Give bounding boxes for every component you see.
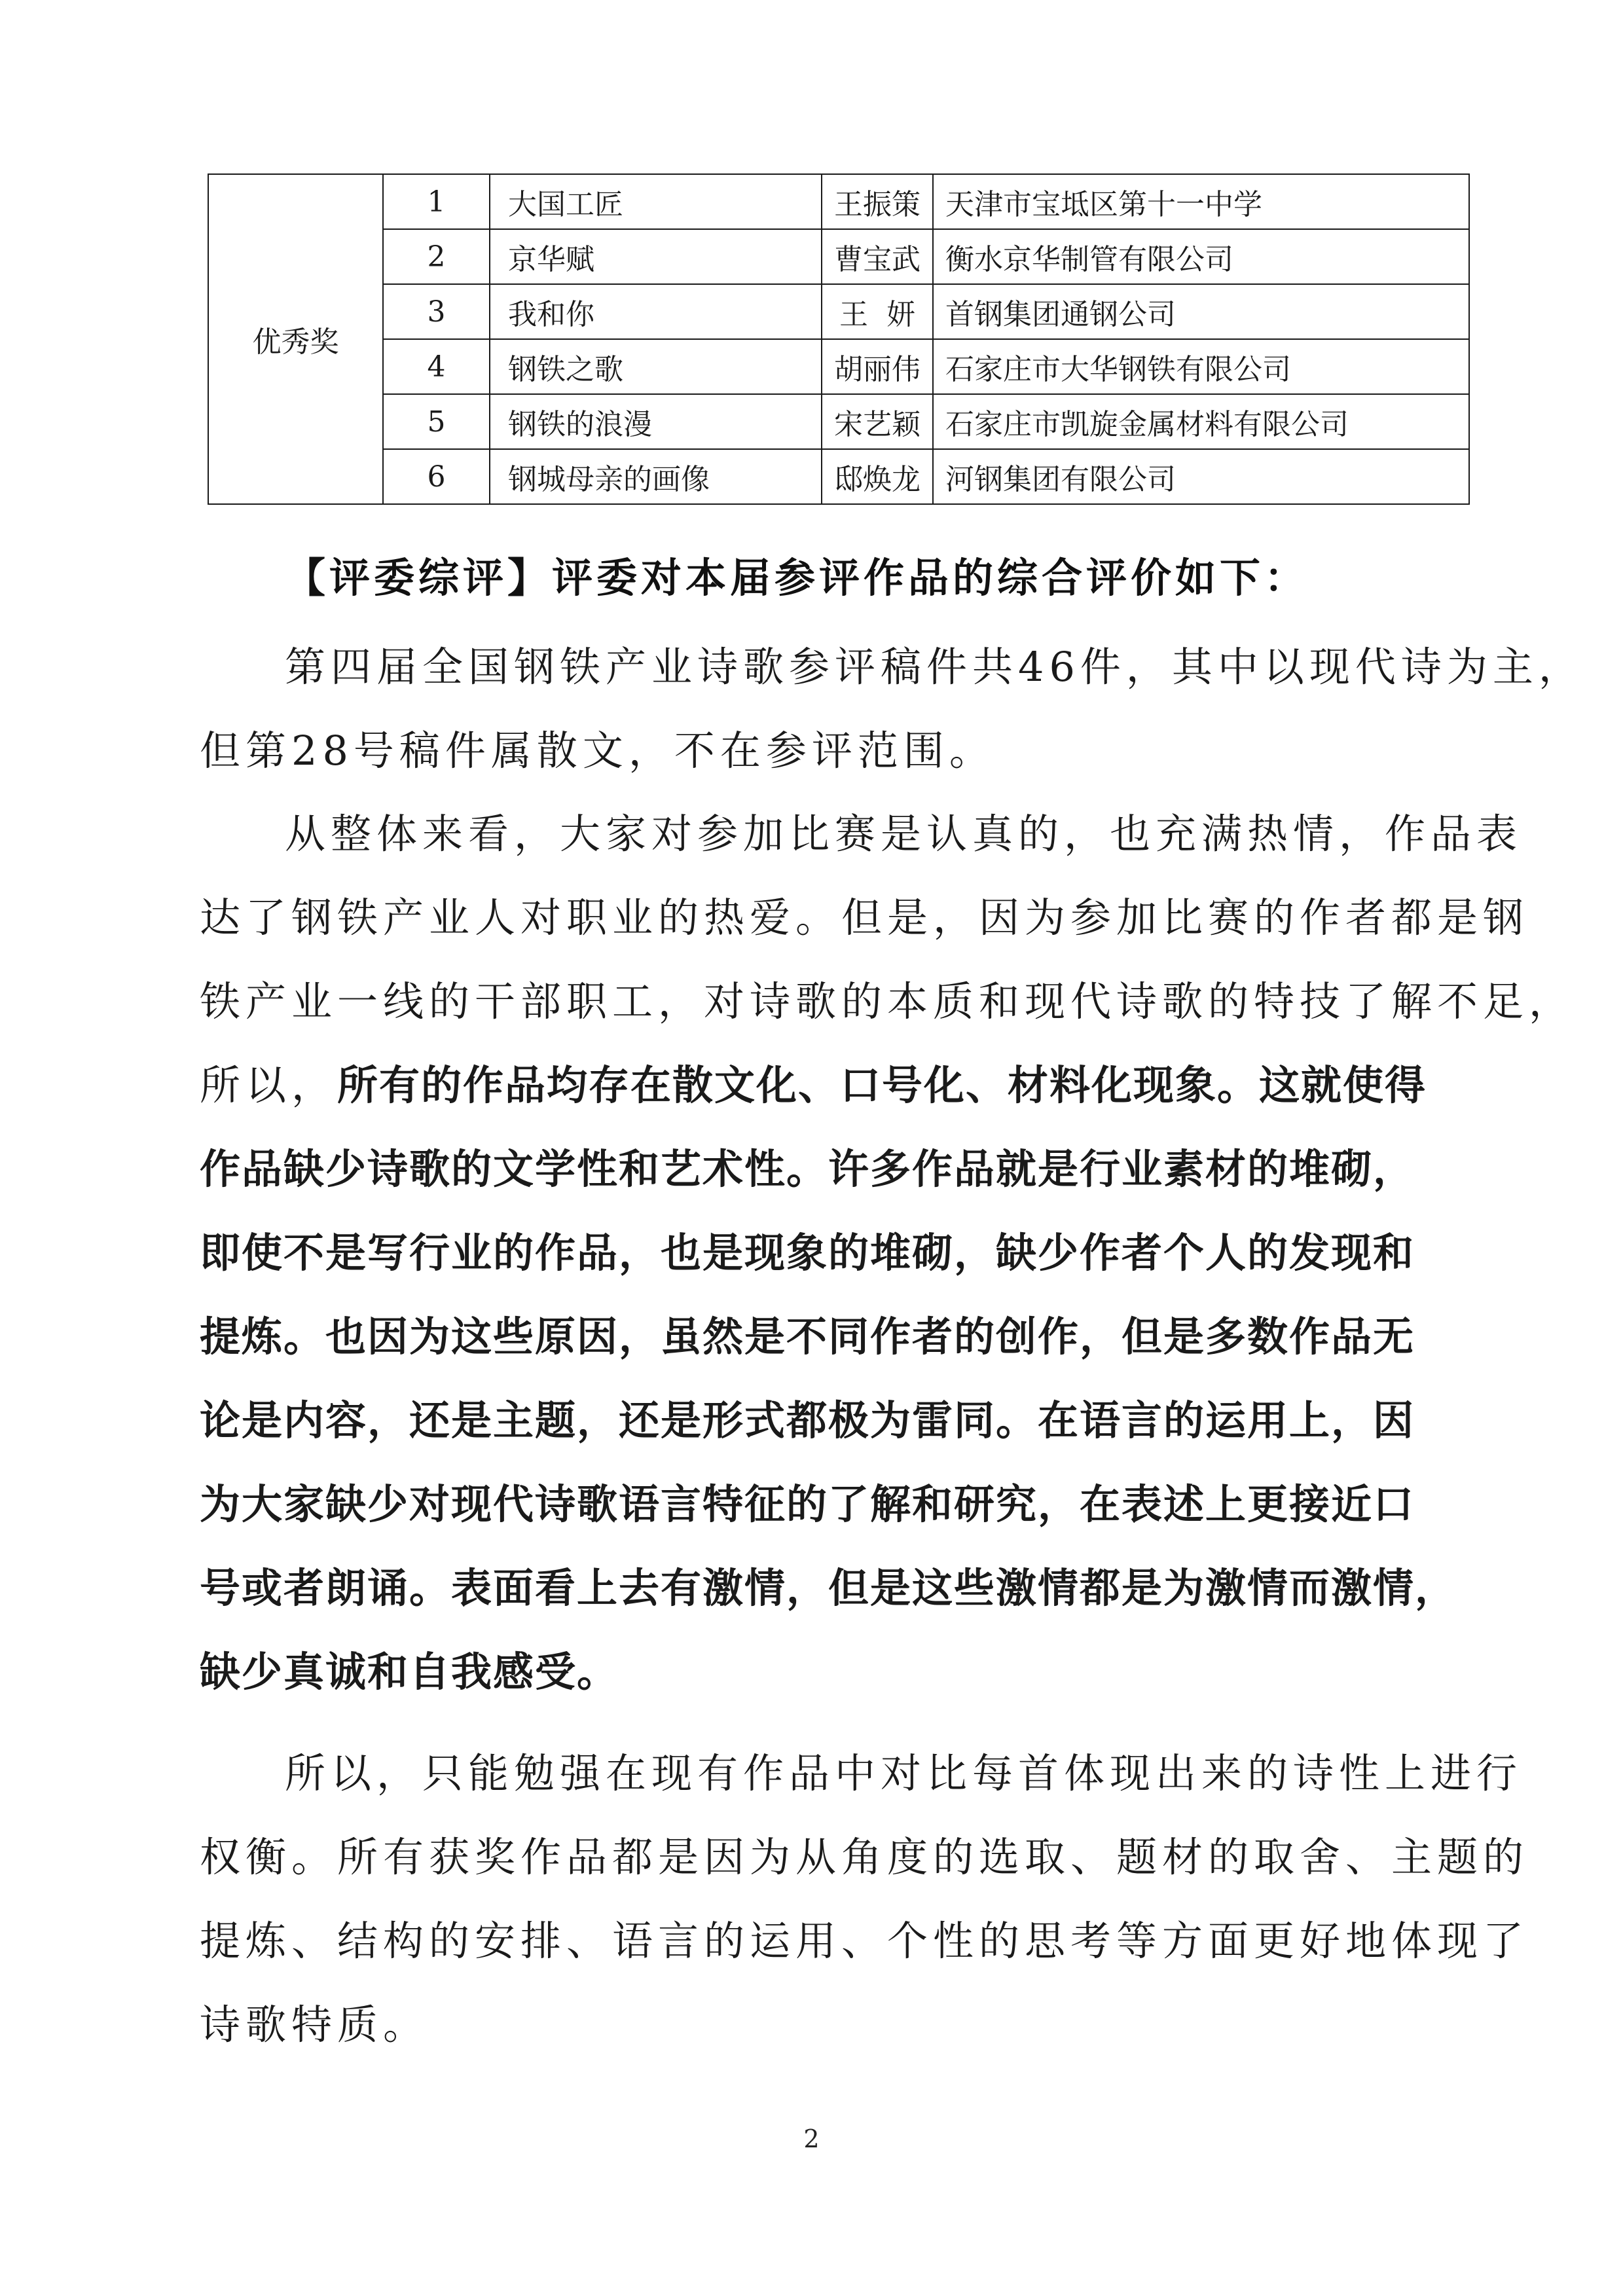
entry-title: 钢城母亲的画像 [490,449,822,504]
emphasized-line: 即使不是写行业的作品，也是现象的堆砌，缺少作者个人的发现和 [200,1229,1415,1277]
emphasized-line: 号或者朗诵。表面看上去有激情，但是这些激情都是为激情而激情， [200,1564,1457,1612]
entry-number: 6 [383,449,490,504]
emphasized-line: 提炼。也因为这些原因，虽然是不同作者的创作，但是多数作品无 [200,1313,1415,1360]
entry-title: 钢铁之歌 [490,339,822,394]
table-row [208,229,1469,284]
emphasized-line: 为大家缺少对现代诗歌语言特征的了解和研究，在表述上更接近口 [200,1480,1415,1528]
entry-number: 1 [383,174,490,229]
entry-organization: 天津市宝坻区第十一中学 [933,174,1469,229]
entry-title: 我和你 [490,284,822,339]
paragraph-line: 从整体来看，大家对参加比赛是认真的，也充满热情，作品表 [285,810,1523,858]
entry-organization: 河钢集团有限公司 [933,449,1469,504]
paragraph-line: 第四届全国钢铁产业诗歌参评稿件共46件，其中以现代诗为主， [285,643,1584,691]
award-table [208,173,1470,505]
review-paragraph-1 [200,625,1584,793]
entry-organization: 衡水京华制管有限公司 [933,229,1469,284]
entry-organization: 石家庄市凯旋金属材料有限公司 [933,394,1469,449]
entry-organization: 首钢集团通钢公司 [933,284,1469,339]
entry-number: 4 [383,339,490,394]
entry-author: 王 妍 [822,284,933,339]
review-paragraph-3 [200,1732,1529,2067]
emphasized-line: 论是内容，还是主题，还是形式都极为雷同。在语言的运用上，因 [200,1396,1415,1444]
paragraph-line: 权衡。所有获奖作品都是因为从角度的选取、题材的取舍、主题的 [200,1833,1529,1881]
entry-number: 3 [383,284,490,339]
paragraph-line: 但第28号稿件属散文，不在参评范围。 [200,727,995,774]
entry-title: 钢铁的浪漫 [490,394,822,449]
table-row [208,394,1469,449]
table-row [208,449,1469,504]
table-row [208,284,1469,339]
entry-title: 大国工匠 [490,174,822,229]
entry-author: 胡丽伟 [822,339,933,394]
emphasized-line: 作品缺少诗歌的文学性和艺术性。许多作品就是行业素材的堆砌， [200,1145,1415,1193]
paragraph-line: 所以，只能勉强在现有作品中对比每首体现出来的诗性上进行 [285,1749,1523,1797]
entry-author: 王振策 [822,174,933,229]
table-row [208,339,1469,394]
emphasized-text: 所有的作品均存在散文化、口号化、材料化现象。这就使得 [337,1061,1427,1109]
entry-author: 宋艺颖 [822,394,933,449]
page-number: 2 [803,2124,820,2153]
entry-author: 曹宝武 [822,229,933,284]
review-paragraph-2 [200,792,1575,1714]
paragraph-line: 提炼、结构的安排、语言的运用、个性的思考等方面更好地体现了 [200,1917,1529,1965]
emphasized-line: 缺少真诚和自我感受。 [200,1648,619,1696]
paragraph-line: 诗歌特质。 [200,2001,429,2049]
regular-text: 所以， [200,1061,338,1109]
entry-number: 5 [383,394,490,449]
award-category-cell: 优秀奖 [208,174,383,504]
entry-number: 2 [383,229,490,284]
entry-title: 京华赋 [490,229,822,284]
table-row [208,174,1469,229]
paragraph-line-mixed [200,1044,1460,1127]
paragraph-line: 达了钢铁产业人对职业的热爱。但是，因为参加比赛的作者都是钢 [200,894,1529,941]
entry-author: 邸焕龙 [822,449,933,504]
paragraph-line: 铁产业一线的干部职工，对诗歌的本质和现代诗歌的特技了解不足， [200,977,1575,1025]
entry-organization: 石家庄市大华钢铁有限公司 [933,339,1469,394]
review-heading: 【评委综评】评委对本届参评作品的综合评价如下： [285,554,1309,602]
